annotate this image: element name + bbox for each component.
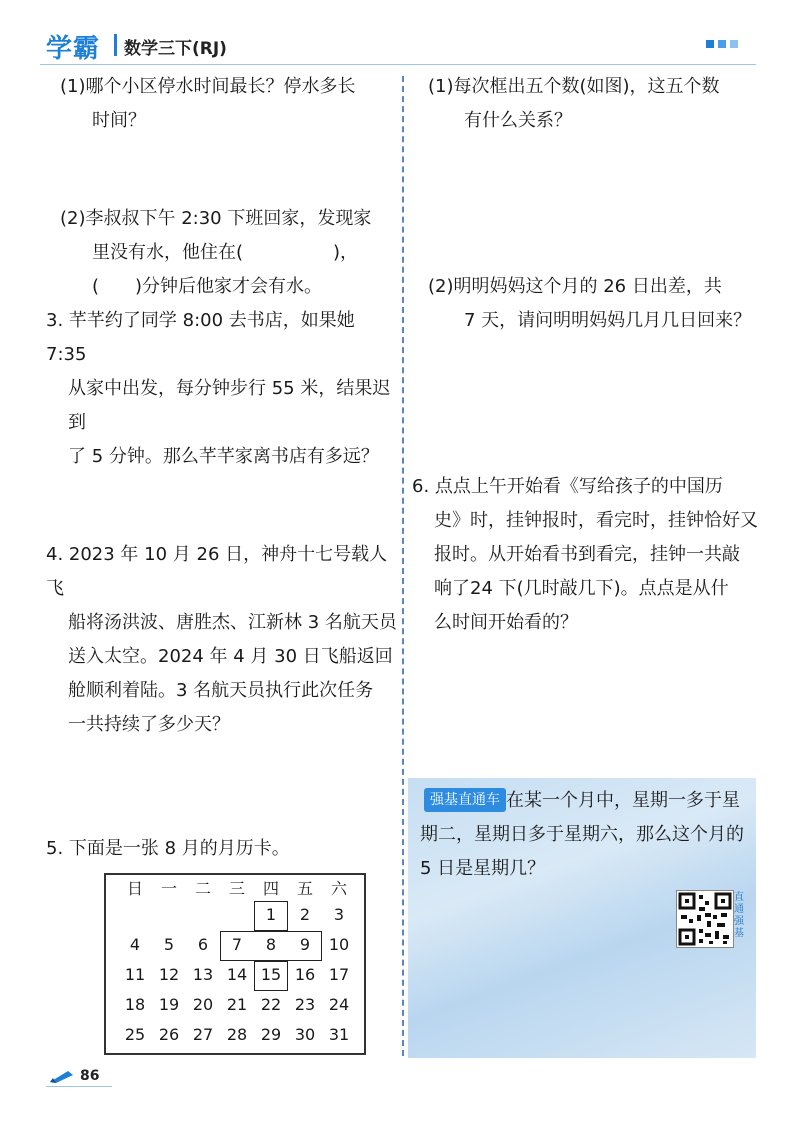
header-rule xyxy=(40,64,756,65)
page-number: 86 xyxy=(80,1068,100,1084)
calendar-day: 31 xyxy=(328,1025,350,1044)
qr-code[interactable] xyxy=(676,890,734,948)
text-line: 6. 点点上午开始看《写给孩子的中国历 xyxy=(412,476,723,497)
weekday-label: 日 xyxy=(126,879,143,898)
text-line: 里没有水，他住在( )， xyxy=(92,242,359,263)
tip-tag: 强基直通车 xyxy=(424,788,506,812)
calendar-day: 1 xyxy=(265,905,277,924)
calendar-day: 28 xyxy=(226,1025,248,1044)
text-line: 一共持续了多少天？ xyxy=(68,714,230,735)
question-3 xyxy=(46,304,400,474)
calendar-day: 3 xyxy=(333,905,345,924)
text-line: 了 5 分钟。那么芊芊家离书店有多远？ xyxy=(68,446,379,467)
calendar-day: 20 xyxy=(192,995,214,1014)
text-line: 3. 芊芊约了同学 8:00 去书店，如果她 7:35 xyxy=(46,310,355,365)
text-line: 7 天，请问明明妈妈几月几日回来？ xyxy=(464,310,752,331)
column-divider xyxy=(402,76,404,1056)
weekday-label: 二 xyxy=(194,879,211,898)
calendar-day: 26 xyxy=(158,1025,180,1044)
calendar-day: 5 xyxy=(163,935,175,954)
calendar-day: 6 xyxy=(197,935,209,954)
calendar-day: 30 xyxy=(294,1025,316,1044)
question-2-1 xyxy=(60,70,400,138)
weekday-label: 四 xyxy=(262,879,279,898)
text-line: ( )分钟后他家才会有水。 xyxy=(92,276,323,297)
calendar-day: 18 xyxy=(124,995,146,1014)
weekday-label: 三 xyxy=(228,879,245,898)
text-line: 4. 2023 年 10 月 26 日，神舟十七号载人飞 xyxy=(46,544,388,599)
weekday-label: 一 xyxy=(160,879,177,898)
calendar-day: 8 xyxy=(265,935,277,954)
text-line: 船将汤洪波、唐胜杰、江新林 3 名航天员 xyxy=(68,612,397,633)
calendar-day: 29 xyxy=(260,1025,282,1044)
text-line: 史》时，挂钟报时，看完时，挂钟恰好又 xyxy=(434,510,758,531)
question-5: 5. 下面是一张 8 月的月历卡。 xyxy=(46,838,290,859)
header-decoration xyxy=(730,40,738,48)
header-separator xyxy=(114,34,117,56)
text-line: (1)每次框出五个数(如图)，这五个数 xyxy=(428,76,720,97)
pencil-icon xyxy=(48,1068,76,1088)
weekday-label: 五 xyxy=(296,879,313,898)
header-decoration xyxy=(718,40,726,48)
text-line: 从家中出发，每分钟步行 55 米，结果迟到 xyxy=(68,378,391,433)
text-line: 舱顺利着陆。3 名航天员执行此次任务 xyxy=(68,680,374,701)
calendar-day: 17 xyxy=(328,965,350,984)
header-decoration xyxy=(706,40,714,48)
calendar-day: 21 xyxy=(226,995,248,1014)
calendar-day: 25 xyxy=(124,1025,146,1044)
text-line: 时间？ xyxy=(92,110,146,131)
footer-rule xyxy=(46,1086,112,1087)
calendar-day: 2 xyxy=(299,905,311,924)
question-5-2 xyxy=(428,270,758,338)
august-calendar xyxy=(104,873,366,1055)
calendar-day: 15 xyxy=(260,965,282,984)
calendar-day: 24 xyxy=(328,995,350,1014)
calendar-day: 7 xyxy=(231,935,243,954)
calendar-day: 4 xyxy=(129,935,141,954)
tip-line: 5 日是星期几？ xyxy=(420,858,546,879)
calendar-day: 27 xyxy=(192,1025,214,1044)
qr-code-icon xyxy=(677,891,733,947)
calendar-day: 11 xyxy=(124,965,146,984)
calendar-day: 23 xyxy=(294,995,316,1014)
text-line: 有什么关系？ xyxy=(464,110,572,131)
calendar-day: 13 xyxy=(192,965,214,984)
question-5-1 xyxy=(428,70,758,138)
tip-line: 期二，星期日多于星期六，那么这个月的 xyxy=(420,824,744,845)
calendar-day: 9 xyxy=(299,935,311,954)
tip-line: 在某一个月中，星期一多于星 xyxy=(506,790,740,811)
calendar-day: 10 xyxy=(328,935,350,954)
weekday-label: 六 xyxy=(330,879,347,898)
text-line: (2)明明妈妈这个月的 26 日出差，共 xyxy=(428,276,722,297)
calendar-day: 14 xyxy=(226,965,248,984)
question-2-2 xyxy=(60,202,400,304)
text-line: 么时间开始看的？ xyxy=(434,612,578,633)
qr-label: 直通强基 xyxy=(734,892,744,939)
calendar-day: 19 xyxy=(158,995,180,1014)
book-title: 数学三下(RJ) xyxy=(124,39,227,59)
calendar-day: 22 xyxy=(260,995,282,1014)
text-line: 响了24 下(几时敲几下)。点点是从什 xyxy=(434,578,729,599)
question-4 xyxy=(46,538,400,742)
text-line: (2)李叔叔下午 2:30 下班回家，发现家 xyxy=(60,208,372,229)
question-6 xyxy=(412,470,758,640)
brand-logo: 学霸 xyxy=(46,34,101,64)
calendar-day: 12 xyxy=(158,965,180,984)
text-line: 报时。从开始看书到看完，挂钟一共敲 xyxy=(434,544,740,565)
text-line: 送入太空。2024 年 4 月 30 日飞船返回 xyxy=(68,646,393,667)
calendar-day: 16 xyxy=(294,965,316,984)
text-line: (1)哪个小区停水时间最长？停水多长 xyxy=(60,76,356,97)
